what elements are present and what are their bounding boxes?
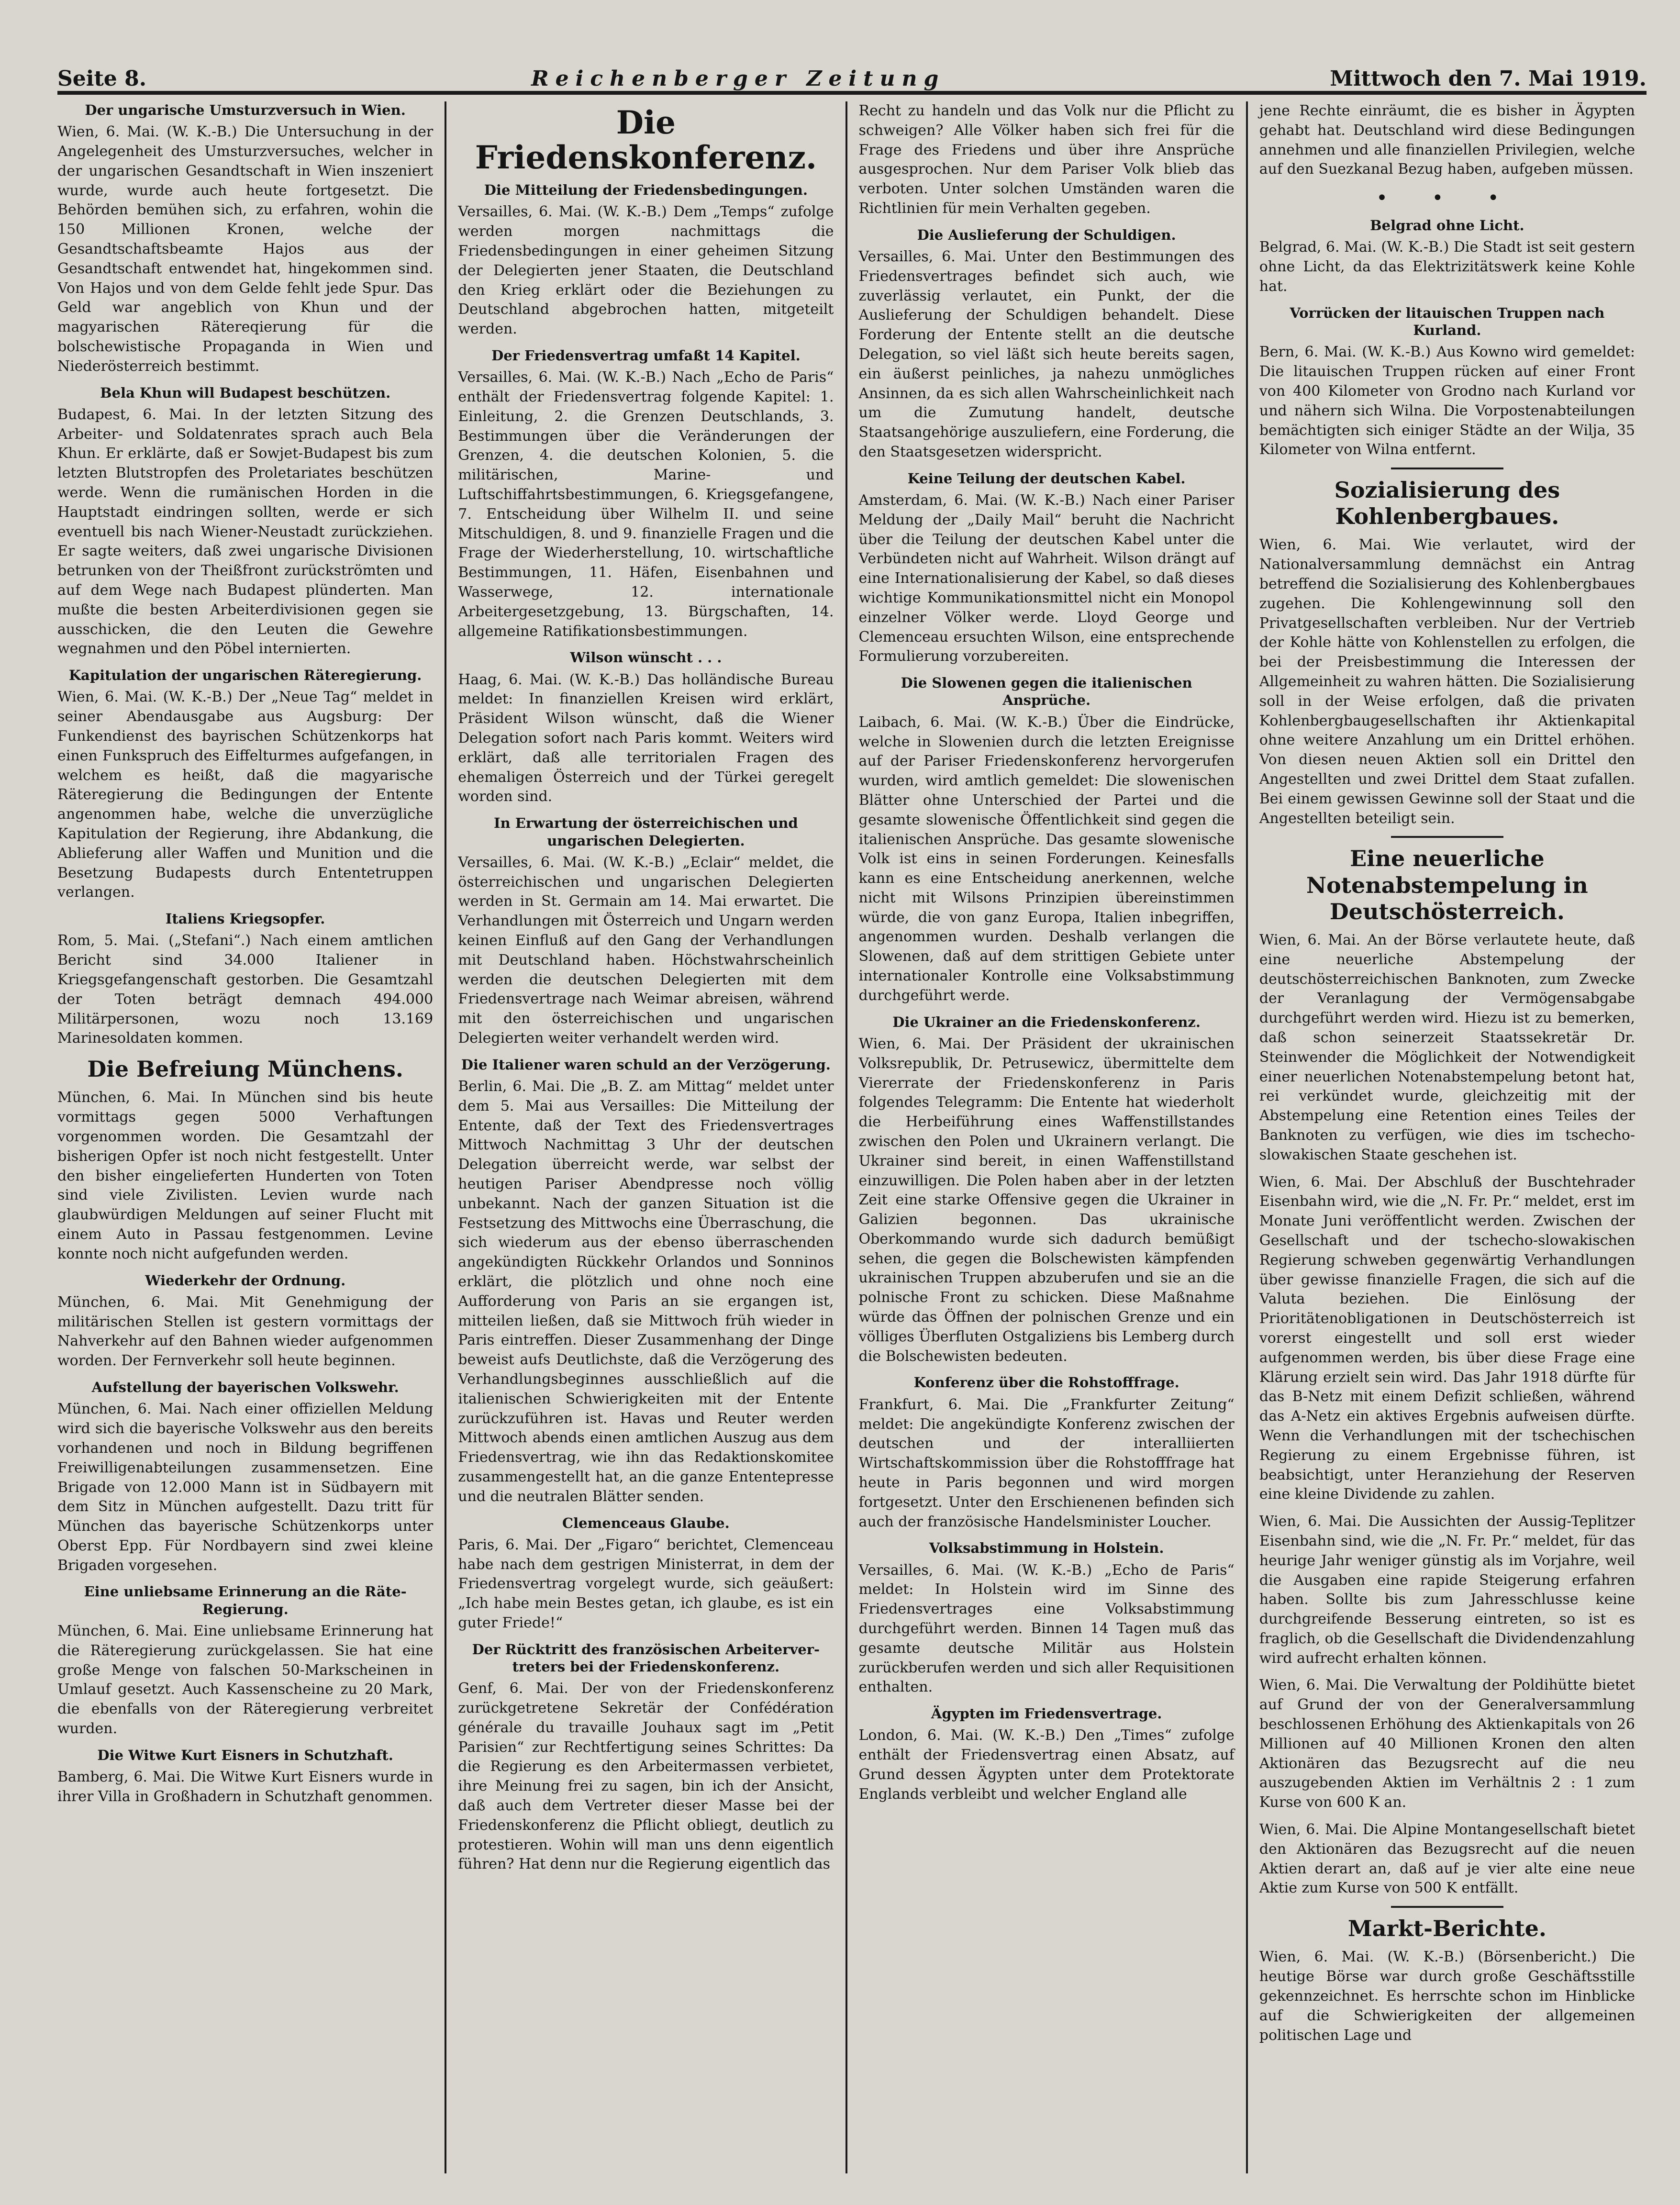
article-headline: Volksabstimmung in Holstein. xyxy=(929,1540,1164,1557)
article-body: Wien, 6. Mai. Die Aussichten der Aussig-Teplitzer Eisenbahn sind, wie die „N. Fr. Pr.“ meldet, für das heurige Jahr weniger günstig als im Vorjahre, weil die Ausgaben eine rapide Steigerung erfahren haben. Sollte bis zum Jahresschlusse keine durchgreifende Besserung eintreten, so ist es fraglich, ob die Gesellschaft die Dividendenzahlung wird aufrecht erhalten können. xyxy=(1259,1513,1635,1667)
article-headline: Die Mitteilung der Friedensbedingungen. xyxy=(484,182,808,199)
article xyxy=(859,470,1235,667)
article-body: Rom, 5. Mai. („Stefani“.) Nach einem amtlichen Bericht sind 34.000 Italiener in Kriegsgefangenschaft gestorben. Die Gesamtzahl der Toten beträgt demnach 494.000 Militärpersonen, wozu noch 13.169 Marinesoldaten kommen. xyxy=(57,932,434,1047)
article-body: Wien, 6. Mai. (W. K.-B.) Der „Neue Tag“ meldet in seiner Abendausgabe aus Augsburg: Der Funkendienst des bayrischen Schützenkorps hat einen Funkspruch des Eiffelturmes aufgefangen, in welchem es heißt, daß die magyarische Räteregierung die Bedingungen der Entente angenommen habe, welche die unverzügliche Kapitulation der Regierung, ihre Abdankung, die Ablieferung aller Waffen und Munition und die Besetzung Budapests durch Ententetruppen verlangen. xyxy=(57,689,434,901)
article-headline: Wiederkehr der Ordnung. xyxy=(145,1272,346,1289)
main-headline: Die Friedenskonferenz. xyxy=(475,104,817,176)
article-body: Bamberg, 6. Mai. Die Witwe Kurt Eisners wurde in ihrer Villa in Großhadern in Schutzhaft genommen. xyxy=(57,1769,434,1805)
column-4 xyxy=(1248,101,1647,2173)
article xyxy=(859,1013,1235,1367)
article-headline: Bela Khun will Budapest beschützen. xyxy=(100,384,391,401)
column-2 xyxy=(446,101,847,2173)
article-body: Versailles, 6. Mai. (W. K.-B.) „Eclair“ meldet, die österreichischen und ungarischen Delegierten werden in St. Germain am 14. Mai erwartet. Die Verhandlungen mit Österreich und Ungarn werden keinen Einfluß auf den Gang der Verhandlungen mit Deutschland haben. Höchstwahrscheinlich werden die deutschen Delegierten mit dem Friedensvertrage nach Weimar abreisen, während mit den österreichischen und ungarischen Delegierten weiter verhandelt werden wird. xyxy=(458,854,834,1047)
article xyxy=(1259,1512,1635,1668)
article xyxy=(57,1379,433,1575)
article-body: Wien, 6. Mai. Der Abschluß der Buschtehrader Eisenbahn wird, wie die „N. Fr. Pr.“ meldet, erst im Monate Juni veröffentlicht werden. Zwischen der Gesellschaft und der tschecho-slowakischen Regierung schweben gegenwärtig Verhandlungen über gewisse finanzielle Fragen, die sich auf die Valuta beziehen. Die Einlösung der Prioritätenobligationen in Deutschösterreich ist vorerst eingestellt und soll erst wieder aufgenommen werden, bis über diese Frage eine Klärung erzielt sein wird. Das Jahr 1918 dürfte für das B-Netz mit einem Defizit schließen, während das A-Netz ein aktives Ergebnis aufweisen dürfte. Wenn die Verhandlungen mit der tschechischen Regierung zu einem Ergebnisse führen, ist beabsichtigt, unter Heranziehung der Reserven eine kleine Dividende zu zahlen. xyxy=(1259,1173,1635,1503)
article-body: Bern, 6. Mai. (W. K.-B.) Aus Kowno wird gemeldet: Die litauischen Truppen rücken auf einer Front von 400 Kilometer von Grodno nach Kurland vor und nähern sich Wilna. Die Vorpostenabteilungen bemächtigten sich einiger Städte an der Wilja, 35 Kilometer von Wilna entfernt. xyxy=(1259,344,1635,458)
article xyxy=(57,1583,433,1738)
article-headline: Wilson wünscht . . . xyxy=(570,649,722,666)
article xyxy=(458,649,834,807)
article-headline: Der ungarische Umsturzversuch in Wien. xyxy=(85,102,406,118)
article-body: München, 6. Mai. Mit Genehmigung der militärischen Stellen ist gestern vormittags der Nahverkehr auf den Bahnen wieder aufgenommen worden. Der Fernverkehr soll heute beginnen. xyxy=(57,1293,434,1370)
section-headline: Markt-Berichte. xyxy=(1347,1915,1546,1942)
article xyxy=(1259,1915,1635,2045)
article-body: Versailles, 6. Mai. (W. K.-B.) Dem „Temps“ zufolge werden morgen nachmittags die Friedensbedingungen in einer geheimen Sitzung der Delegierten jener Staaten, die Deutschland den Krieg erklärt oder die Beziehungen zu Deutschland abgebrochen hatten, mitgeteilt werden. xyxy=(458,203,834,338)
article-headline: Vorrücken der litauischen Truppen nach Kurland. xyxy=(1290,304,1605,339)
article xyxy=(1259,101,1635,179)
article xyxy=(57,910,433,1048)
article-body: Belgrad, 6. Mai. (W. K.-B.) Die Stadt ist seit gestern ohne Licht, da das Elektrizitätswerk keine Kohle hat. xyxy=(1259,239,1635,295)
article-body: Wien, 6. Mai. Der Präsident der ukrainischen Volksrepublik, Dr. Petrusewicz, übermittelte dem Viererrate der Friedenskonferenz in Paris folgendes Telegramm: Die Entente hat wiederholt die Herbeiführung eines Waffenstillstandes zwischen den Polen und Ukrainern verlangt. Die Ukrainer sind bereit, in einen Waffenstillstand einzuwilligen. Die Polen haben aber in der letzten Zeit eine starke Offensive gegen die Ukrainer in Galizien begonnen. Das ukrainische Oberkommando wurde sich dadurch bemüßigt sehen, die gegen die Bolschewisten kämpfenden ukrainischen Truppen abzuberufen und sie an die polnische Front zu schicken. Diese Maßnahme würde das Öffnen der polnischen Grenze und ein völliges Überfluten Ostgaliziens bis Lemberg durch die Bolschewisten bedeuten. xyxy=(858,1035,1235,1365)
article-body: Versailles, 6. Mai. (W. K.-B.) „Echo de Paris“ meldet: In Holstein wird im Sinne des Friedensvertrages eine Volksabstimmung durchgeführt werden. Binnen 14 Tagen muß das gesamte deutsche Militär aus Holstein zurückberufen werden und sich aller Requisitionen enthalten. xyxy=(858,1561,1235,1696)
article-headline: Die Ukrainer an die Friedenskonferenz. xyxy=(892,1013,1201,1030)
article xyxy=(1259,187,1635,209)
article-headline: Kapitulation der ungarischen Räteregierung. xyxy=(68,667,422,684)
article-headline: Eine unliebsame Erinnerung an die Räte-Regierung. xyxy=(84,1583,407,1617)
article xyxy=(1259,477,1635,828)
article-body: München, 6. Mai. Eine unliebsame Erinnerung hat die Räteregierung zurückgelassen. Sie hat eine große Menge von falschen 50-Markscheinen in Umlauf gesetzt. Auch Kassenscheine zu 20 Mark, die ebenfalls von der Räteregierung verbreitet wurden. xyxy=(57,1622,434,1737)
article xyxy=(1259,846,1635,1165)
article xyxy=(57,1056,433,1264)
section-headline: Eine neuerliche Notenabstempelung in Deutschösterreich. xyxy=(1306,846,1588,924)
column-1 xyxy=(57,101,446,2173)
article xyxy=(859,674,1235,1005)
article-body: Frankfurt, 6. Mai. Die „Frankfurter Zeitung“ meldet: Die angekündigte Konferenz zwischen der deutschen und der interalliierten Wirtschaftskommission über die Rohstofffrage hat heute in Paris begonnen und wird morgen fortgesetzt. Unter den Erschienenen befinden sich auch der französische Handelsminister Loucher. xyxy=(858,1396,1235,1530)
article-body: Paris, 6. Mai. Der „Figaro“ berichtet, Clemenceau habe nach dem gestrigen Ministerrat, in dem der Friedensvertrag vorgelegt wurde, sich geäußert: „Ich habe mein Bestes getan, ich glaube, es ist ein guter Friede!“ xyxy=(458,1536,834,1631)
article-headline: Clemenceaus Glaube. xyxy=(562,1515,730,1531)
section-rule xyxy=(1391,468,1504,469)
page-number: Seite 8. xyxy=(57,67,147,91)
article-body: London, 6. Mai. (W. K.-B.) Den „Times“ zufolge enthält der Friedensvertrag einen Absatz, auf Grund dessen Ägypten unter dem Protektorate Englands verbleibt und welcher England alle xyxy=(858,1727,1235,1803)
article-body: Wien, 6. Mai. Die Verwaltung der Poldihütte bietet auf Grund der von der Generalversammlung beschlossenen Erhöhung des Aktienkapitals von 26 Millionen auf 40 Millionen Kronen den alten Aktionären das Bezugsrecht auf die neu auszugebenden Aktien im Verhältnis 2 : 1 zum Kurse von 600 K an. xyxy=(1259,1677,1635,1811)
article xyxy=(859,1374,1235,1532)
article-headline: Ägypten im Friedensvertrage. xyxy=(931,1705,1162,1722)
article-headline: In Erwartung der österreichischen und ungarischen Delegierten. xyxy=(494,815,798,849)
article-body: Wien, 6. Mai. An der Börse verlautete heute, daß eine neuerliche Abstempelung der deutschösterreichischen Banknoten, zum Zwecke der Veranlagung der Vermögensabgabe durchgeführt werden wird. Hiezu ist zu bemerken, daß schon seinerzeit Staatssekretär Dr. Steinwender die Möglichkeit der Notwendigkeit einer neuerlichen Notenabstempelung betont hat, rei verkündet wurde, gleichzeitig mit der Abstempelung eine Retention eines Teiles der Banknoten zu verfügen, wie dies im tschecho-slowakischen Staate geschehen ist. xyxy=(1259,932,1635,1163)
section-rule xyxy=(1391,836,1504,838)
section-headline: Die Befreiung Münchens. xyxy=(87,1056,403,1082)
article xyxy=(57,384,433,659)
masthead xyxy=(57,57,1647,95)
article-headline: Konferenz über die Rohstofffrage. xyxy=(913,1374,1179,1391)
article-body: Berlin, 6. Mai. Die „B. Z. am Mittag“ meldet unter dem 5. Mai aus Versailles: Die Mitteilung der Entente, daß der Text des Friedensvertrages Mittwoch Nachmittag 3 Uhr der deutschen Delegation überreicht werde, war selbst der heutigen Pariser Abendpresse noch völlig unbekannt. Nach der ganzen Situation ist die Festsetzung des Mittwochs eine Überraschung, die sich wiederum aus der ebenso überraschenden angekündigten Rückkehr Orlandos und Sonninos erklärt, die plötzlich und ohne noch eine Aufforderung von Paris an sie ergangen ist, mitteilen ließen, daß sie Mittwoch früh wieder in Paris eintreffen. Dieser Zusammenhang der Dinge beweist aufs Deutlichste, daß die Verzögerung des Verhandlungsbeginnes ausschließlich auf die italienischen Schwierigkeiten mit der Entente zurückzuführen ist. Havas und Reuter werden Mittwoch abends einen amtlichen Auszug aus dem Friedensvertrag, wie ihn das Redaktionskomitee zusammengestellt hat, an die ganze Ententepresse und die neutralen Blätter senden. xyxy=(458,1078,834,1505)
section-headline: Sozialisierung des Kohlenbergbaues. xyxy=(1334,477,1560,530)
columns xyxy=(57,101,1647,2173)
issue-date: Mittwoch den 7. Mai 1919. xyxy=(1330,67,1647,91)
article xyxy=(859,101,1235,219)
article xyxy=(57,101,433,377)
article xyxy=(458,1056,834,1507)
article-body: Haag, 6. Mai. (W. K.-B.) Das holländische Bureau meldet: In finanziellen Kreisen wird erklärt, Präsident Wilson wünscht, daß die Wiener Delegation sofort nach Paris kommt. Weiters wird erklärt, daß alle territorialen Fragen des ehemaligen Österreich und der Türkei geregelt worden sind. xyxy=(458,671,834,805)
article-body: jene Rechte einräumt, die es bisher in Ägypten gehabt hat. Deutschland wird diese Bedingungen annehmen und alle finanziellen Privilegien, welche auf den Suezkanal Bezug haben, aufgeben müssen. xyxy=(1259,102,1635,178)
article-body: Laibach, 6. Mai. (W. K.-B.) Über die Eindrücke, welche in Slowenien durch die letzten Ereignisse auf der Pariser Friedenskonferenz hervorgerufen wurden, wird amtlich gemeldet: Die slowenischen Blätter ohne Unterschied der Partei und die gesamte slowenische Öffentlichkeit sind gegen die italienischen Ansprüche. Das gesamte slowenische Volk ist eins in seinen Forderungen. Keinesfalls kann es eine Entscheidung anerkennen, welche nicht mit Wilsons Prinzipien übereinstimmen würde, die von ganz Europa, Italien inbegriffen, angenommen wurden. Deshalb verlangen die Slowenen, daß auf dem strittigen Gebiete unter internationaler Kontrolle eine Volksabstimmung durchgeführt werde. xyxy=(858,713,1235,1004)
article-headline: Der Friedensvertrag umfaßt 14 Kapitel. xyxy=(491,347,801,364)
article-body: Versailles, 6. Mai. (W. K.-B.) Nach „Echo de Paris“ enthält der Friedensvertrag folgende Kapitel: 1. Einleitung, 2. die Grenzen Deutschlands, 3. Bestimmungen über die Veränderungen der Grenzen, 4. die deutschen Kolonien, 5. die militärischen, Marine- und Luftschiffahrtsbestimmungen, 6. Kriegsgefangene, 7. Entscheidung über Wilhelm II. und seine Mitschuldigen, 8. und 9. finanzielle Fragen und die Frage der Wiederherstellung, 10. wirtschaftliche Bestimmungen, 11. Häfen, Eisenbahnen und Wasserwege, 12. internationale Arbeitergesetzgebung, 13. Bürgschaften, 14. allgemeine Ratifikationsbestimmungen. xyxy=(458,369,834,640)
article xyxy=(458,1515,834,1633)
article-headline: Italiens Kriegsopfer. xyxy=(165,911,325,927)
article xyxy=(1259,1820,1635,1898)
article-body: Wien, 6. Mai. (W. K.-B.) (Börsenbericht.) Die heutige Börse war durch große Geschäftsstille gekennzeichnet. Es herrschte schon im Hinblicke auf die Schwierigkeiten der allgemeinen politischen Lage und xyxy=(1259,1949,1635,2044)
article xyxy=(458,1641,834,1874)
article xyxy=(57,1272,433,1371)
article xyxy=(57,1747,433,1807)
article xyxy=(1259,1676,1635,1813)
article-body: Budapest, 6. Mai. In der letzten Sitzung des Arbeiter- und Soldatenrates sprach auch Bela Khun. Er erklärte, daß er Sowjet-Budapest bis zum letzten Blutstropfen des Proletariates beschützen werde. Wenn die rumänischen Horden in die Hauptstadt eindringen sollten, werde er sich eventuell bis nach Wiener-Neustadt zurückziehen. Er sagte weiters, daß zwei ungarische Divisionen betrunken von der Theißfront zurückströmten und auf dem Wege nach Budapest plünderten. Man mußte die besten Arbeiterdivisionen gegen sie ausschicken, die den Leuten die Gewehre wegnahmen und den Pöbel internierten. xyxy=(57,406,434,657)
article-headline: Die Auslieferung der Schuldigen. xyxy=(917,226,1176,243)
article-headline: Belgrad ohne Licht. xyxy=(1370,217,1524,234)
article xyxy=(859,1705,1235,1804)
article xyxy=(1259,1906,1635,1908)
article-headline: Die Italiener waren schuld an der Verzögerung. xyxy=(461,1056,831,1073)
article-body: Wien, 6. Mai. Die Alpine Montangesellschaft bietet den Aktionären das Bezugsrecht auf die neuen Aktien derart an, daß auf je vier alte eine neue Aktie zum Kurse von 500 K entfällt. xyxy=(1259,1821,1635,1897)
article-body: München, 6. Mai. In München sind bis heute vormittags gegen 5000 Verhaftungen vorgenommen worden. Die Gesamtzahl der bisherigen Opfer ist noch nicht festgestellt. Unter den bisher eingelieferten Hunderten von Toten sind viele Zivilisten. Levien wurde nach glaubwürdigen Meldungen auf seiner Flucht mit einem Auto in Passau festgenommen. Levine konnte noch nicht aufgefunden werden. xyxy=(57,1089,434,1262)
article xyxy=(1259,836,1635,838)
section-rule xyxy=(1391,1906,1504,1908)
article-body: München, 6. Mai. Nach einer offiziellen Meldung wird sich die bayerische Volkswehr aus den bereits vorhandenen und noch in Bildung begriffenen Freiwilligenabteilungen zusammensetzen. Eine Brigade von 12.000 Mann ist in Südbayern mit dem Sitz in München aufgestellt. Dazu tritt für München das bayerische Schützenkorps unter Oberst Epp. Für Nordbayern sind zwei kleine Brigaden vorgesehen. xyxy=(57,1401,434,1574)
column-3 xyxy=(847,101,1248,2173)
article xyxy=(458,105,834,339)
article xyxy=(57,667,433,902)
separator-dots: • • • xyxy=(1376,187,1518,210)
article xyxy=(1259,468,1635,469)
article-body: Amsterdam, 6. Mai. (W. K.-B.) Nach einer Pariser Meldung der „Daily Mail“ beruht die Nachricht über die Teilung der deutschen Kabel unter die Verbündeten nicht auf Wahrheit. Wilson drängt auf eine Internationalisierung der Kabel, so daß dieses wichtige Kommunikationsmittel nicht ein Monopol einzelner Völker werde. Lloyd George und Clemenceau ersuchten Wilson, eine entsprechende Formulierung vorzubereiten. xyxy=(858,492,1235,665)
article xyxy=(458,347,834,641)
article xyxy=(458,814,834,1048)
article xyxy=(1259,217,1635,297)
article-body: Wien, 6. Mai. Wie verlautet, wird der Nationalversammlung demnächst ein Antrag betreffend die Sozialisierung des Kohlenbergbaues zugehen. Die Kohlengewinnung soll den Privatgesellschaften verbleiben. Nur der Vertrieb der Kohle hätte von Kohlenstellen zu erfolgen, die bei der Preisbestimmung die Interessen der Allgemeinheit zu wahren hätten. Die Sozialisierung soll in der Weise erfolgen, daß die privaten Kohlenbergbaugesellschaften ihr Aktienkapital ohne weitere Anzahlung um ein Drittel erhöhen. Von diesen neuen Aktien soll ein Drittel den Angestellten und zwei Drittel dem Staat zufallen. Bei einem gewissen Gewinne soll der Staat und die Angestellten beteiligt sein. xyxy=(1259,536,1635,827)
article-headline: Die Slowenen gegen die italienischen Ansprüche. xyxy=(901,675,1192,709)
article xyxy=(1259,1173,1635,1505)
newspaper-title: Reichenberger Zeitung xyxy=(531,67,946,91)
article-headline: Die Witwe Kurt Eisners in Schutzhaft. xyxy=(97,1747,393,1763)
article-body: Versailles, 6. Mai. Unter den Bestimmungen des Friedensvertrages befindet sich auch, wie zuverlässig verlautet, ein Punkt, der die Auslieferung der Schuldigen behandelt. Diese Forderung der Entente stellt an die deutsche Delegation, so viel läßt sich heute bereits sagen, ein äußerst peinliches, ja nahezu unmögliches Ansinnen, da es sich allen Wahrscheinlichkeit nach um die Zumutung handelt, deutsche Staatsangehörige auszuliefern, eine Forderung, die den Staatsgesetzen widerspricht. xyxy=(858,248,1235,460)
article xyxy=(1259,304,1635,460)
article xyxy=(859,226,1235,462)
article-body: Genf, 6. Mai. Der von der Friedenskonferenz zurückgetretene Sekretär der Confédération générale du travaille Jouhaux sagt im „Petit Parisien“ zur Rechtfertigung seines Schrittes: Da die Regierung es den Arbeitermassen verbietet, ihre Meinung frei zu sagen, bin ich der Ansicht, daß auch dem Vertreter dieser Masse bei der Friedenskonferenz die Pflicht obliegt, deutlich zu protestieren. Wohin will man uns denn eigentlich führen? Hat denn nur die Regierung eigentlich das xyxy=(458,1680,834,1873)
article-headline: Aufstellung der bayerischen Volkswehr. xyxy=(91,1379,399,1396)
article-headline: Keine Teilung der deutschen Kabel. xyxy=(907,470,1186,487)
article-body: Recht zu handeln und das Volk nur die Pflicht zu schweigen? Alle Völker haben sich frei für die Frage des Friedens und über ihre Ansprüche ausgesprochen. Nur dem Pariser Volk blieb das verboten. Unter solchen Umständen waren die Richtlinien für mein Verhalten gegeben. xyxy=(858,102,1235,217)
article xyxy=(859,1539,1235,1697)
article-headline: Der Rücktritt des französischen Arbeiterver-treters bei der Friedenskonferenz. xyxy=(472,1641,820,1675)
article-body: Wien, 6. Mai. (W. K.-B.) Die Untersuchung in der Angelegenheit des Umsturzversuches, welcher in der ungarischen Gesandtschaft in Wien inszeniert wurde, wurde auch heute fortgesetzt. Die Behörden bemühen sich, zu erfahren, wohin die 150 Millionen Kronen, welche der Gesandtschaftsbeamte Hajos aus der Gesandtschaft entwendet hat, hingekommen sind. Von Hajos und von dem Gelde fehlt jede Spur. Das Geld war angeblich von Khun und der magyarischen Rätereqierung für die bolschewistische Propaganda in Wien und Niederösterreich bestimmt. xyxy=(57,123,434,375)
